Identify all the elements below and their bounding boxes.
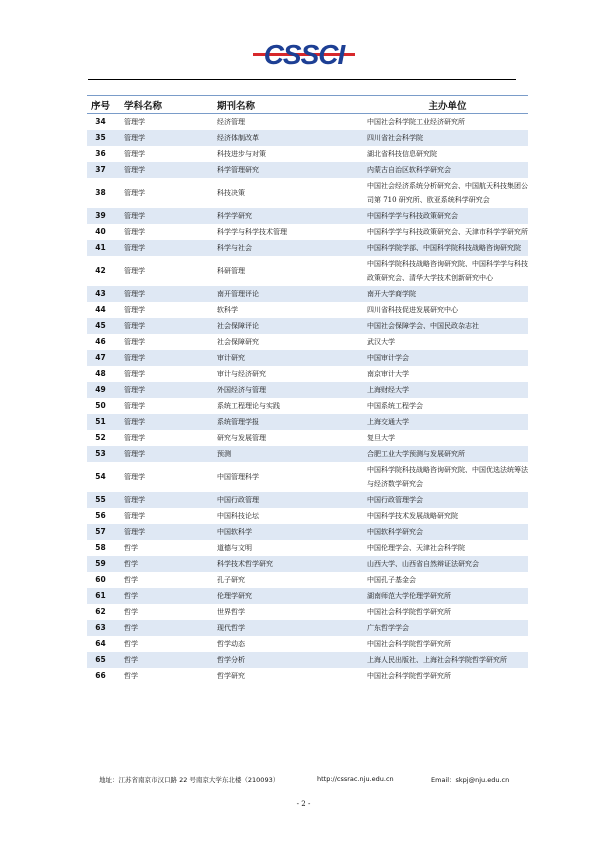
row-no: 35 bbox=[95, 133, 106, 142]
row-journal: 社会保障评论 bbox=[217, 322, 259, 330]
row-subject: 管理学 bbox=[124, 290, 145, 298]
row-subject: 哲学 bbox=[124, 544, 138, 552]
header-rule bbox=[88, 79, 516, 80]
row-journal: 中国行政管理 bbox=[217, 496, 259, 504]
row-subject: 管理学 bbox=[124, 418, 145, 426]
row-subject: 管理学 bbox=[124, 354, 145, 362]
cssci-logo bbox=[253, 40, 355, 70]
row-subject: 管理学 bbox=[124, 134, 145, 142]
row-subject: 管理学 bbox=[124, 306, 145, 314]
table-row bbox=[87, 318, 528, 334]
table-row bbox=[87, 224, 528, 240]
row-subject: 管理学 bbox=[124, 267, 145, 275]
table-row bbox=[87, 162, 528, 178]
row-subject: 管理学 bbox=[124, 496, 145, 504]
row-org: 武汉大学 bbox=[367, 338, 395, 346]
row-no: 44 bbox=[95, 305, 106, 314]
row-no: 54 bbox=[95, 472, 106, 481]
row-org: 南开大学商学院 bbox=[367, 290, 416, 298]
row-journal: 中国软科学 bbox=[217, 528, 252, 536]
row-no: 63 bbox=[95, 623, 106, 632]
row-subject: 管理学 bbox=[124, 228, 145, 236]
row-journal: 中国管理科学 bbox=[217, 473, 259, 481]
row-no: 43 bbox=[95, 289, 106, 298]
table-row bbox=[87, 620, 528, 636]
row-no: 50 bbox=[95, 401, 106, 410]
row-subject: 管理学 bbox=[124, 322, 145, 330]
row-no: 39 bbox=[95, 211, 106, 220]
table-row bbox=[87, 446, 528, 462]
row-subject: 管理学 bbox=[124, 473, 145, 481]
table-row bbox=[87, 540, 528, 556]
svg-text:CSSCI: CSSCI bbox=[263, 40, 345, 70]
row-subject: 管理学 bbox=[124, 434, 145, 442]
row-subject: 管理学 bbox=[124, 212, 145, 220]
row-subject: 哲学 bbox=[124, 592, 138, 600]
row-org: 上海财经大学 bbox=[367, 386, 409, 394]
table-row bbox=[87, 256, 528, 286]
row-org: 合肥工业大学预测与发展研究所 bbox=[367, 450, 465, 458]
row-org: 四川省科技促进发展研究中心 bbox=[367, 306, 458, 314]
row-subject: 哲学 bbox=[124, 624, 138, 632]
row-journal: 系统管理学报 bbox=[217, 418, 259, 426]
row-no: 55 bbox=[95, 495, 106, 504]
row-org: 内蒙古自治区软科学研究会 bbox=[367, 166, 451, 174]
table-row bbox=[87, 146, 528, 162]
col-header-subject: 学科名称 bbox=[124, 100, 163, 112]
row-no: 34 bbox=[95, 117, 106, 126]
table-row bbox=[87, 382, 528, 398]
row-no: 59 bbox=[95, 559, 106, 568]
row-no: 42 bbox=[95, 266, 106, 275]
row-subject: 管理学 bbox=[124, 386, 145, 394]
row-org: 中国软科学研究会 bbox=[367, 528, 423, 536]
table-row bbox=[87, 398, 528, 414]
row-subject: 管理学 bbox=[124, 244, 145, 252]
row-journal: 孔子研究 bbox=[217, 576, 245, 584]
row-subject: 管理学 bbox=[124, 338, 145, 346]
table-row bbox=[87, 302, 528, 318]
row-no: 41 bbox=[95, 243, 106, 252]
row-no: 46 bbox=[95, 337, 106, 346]
row-journal: 科技决策 bbox=[217, 189, 245, 197]
row-subject: 管理学 bbox=[124, 528, 145, 536]
row-journal: 系统工程理论与实践 bbox=[217, 402, 280, 410]
row-no: 57 bbox=[95, 527, 106, 536]
row-org: 南京审计大学 bbox=[367, 370, 409, 378]
row-journal: 伦理学研究 bbox=[217, 592, 252, 600]
row-org: 四川省社会科学院 bbox=[367, 134, 423, 142]
row-org: 湖北省科技信息研究院 bbox=[367, 150, 437, 158]
row-no: 61 bbox=[95, 591, 106, 600]
table-row bbox=[87, 604, 528, 620]
row-journal: 经济体制改革 bbox=[217, 134, 259, 142]
row-journal: 科学学研究 bbox=[217, 212, 252, 220]
row-journal: 社会保障研究 bbox=[217, 338, 259, 346]
row-no: 62 bbox=[95, 607, 106, 616]
row-journal: 科技进步与对策 bbox=[217, 150, 266, 158]
row-org: 中国社会经济系统分析研究会、中国航天科技集团公司第 710 研究所、欧亚系统科学研究会 bbox=[367, 182, 528, 204]
row-no: 60 bbox=[95, 575, 106, 584]
row-org: 中国审计学会 bbox=[367, 354, 409, 362]
row-no: 48 bbox=[95, 369, 106, 378]
journal-table bbox=[87, 95, 528, 684]
row-journal: 软科学 bbox=[217, 306, 238, 314]
row-org: 中国科学技术发展战略研究院 bbox=[367, 512, 458, 520]
table-row bbox=[87, 524, 528, 540]
table-header-row bbox=[87, 96, 528, 114]
row-no: 36 bbox=[95, 149, 106, 158]
row-no: 66 bbox=[95, 671, 106, 680]
table-row bbox=[87, 286, 528, 302]
row-subject: 管理学 bbox=[124, 512, 145, 520]
table-row bbox=[87, 462, 528, 492]
row-journal: 南开管理评论 bbox=[217, 290, 259, 298]
table-row bbox=[87, 414, 528, 430]
row-org: 广东哲学学会 bbox=[367, 624, 409, 632]
table-row bbox=[87, 652, 528, 668]
row-no: 53 bbox=[95, 449, 106, 458]
table-row bbox=[87, 556, 528, 572]
footer-url[interactable]: http://cssrac.nju.edu.cn bbox=[317, 775, 394, 783]
row-journal: 科学管理研究 bbox=[217, 166, 259, 174]
table-row bbox=[87, 636, 528, 652]
table-row bbox=[87, 350, 528, 366]
table-row bbox=[87, 178, 528, 208]
row-subject: 管理学 bbox=[124, 450, 145, 458]
row-org: 中国孔子基金会 bbox=[367, 576, 416, 584]
table-row bbox=[87, 208, 528, 224]
row-subject: 管理学 bbox=[124, 118, 145, 126]
row-no: 49 bbox=[95, 385, 106, 394]
row-journal: 哲学动态 bbox=[217, 640, 245, 648]
row-org: 湖南师范大学伦理学研究所 bbox=[367, 592, 451, 600]
col-header-no: 序号 bbox=[90, 100, 110, 112]
row-journal: 中国科技论坛 bbox=[217, 512, 259, 520]
row-subject: 管理学 bbox=[124, 189, 145, 197]
row-journal: 科研管理 bbox=[217, 267, 245, 275]
row-journal: 研究与发展管理 bbox=[217, 434, 266, 442]
row-no: 45 bbox=[95, 321, 106, 330]
row-journal: 预测 bbox=[217, 450, 231, 458]
row-no: 37 bbox=[95, 165, 106, 174]
row-journal: 道德与文明 bbox=[217, 544, 252, 552]
row-journal: 世界哲学 bbox=[217, 608, 245, 616]
row-org: 中国系统工程学会 bbox=[367, 402, 423, 410]
row-no: 52 bbox=[95, 433, 106, 442]
row-org: 中国科学院科技战略咨询研究院、中国优选法统筹法与经济数学研究会 bbox=[367, 466, 528, 488]
row-org: 中国伦理学会、天津社会科学院 bbox=[367, 544, 465, 552]
row-subject: 哲学 bbox=[124, 656, 138, 664]
row-org: 复旦大学 bbox=[367, 434, 395, 442]
footer-email[interactable]: Email：skpj@nju.edu.cn bbox=[431, 776, 510, 784]
row-org: 中国社会科学院哲学研究所 bbox=[367, 672, 451, 680]
row-subject: 管理学 bbox=[124, 150, 145, 158]
table-row bbox=[87, 668, 528, 684]
table-row bbox=[87, 588, 528, 604]
row-no: 47 bbox=[95, 353, 106, 362]
row-org: 上海交通大学 bbox=[367, 418, 409, 426]
row-no: 38 bbox=[95, 188, 106, 197]
row-subject: 哲学 bbox=[124, 560, 138, 568]
row-org: 中国科学院学部、中国科学院科技战略咨询研究院 bbox=[367, 244, 521, 252]
row-org: 中国社会科学院哲学研究所 bbox=[367, 640, 451, 648]
row-journal: 哲学分析 bbox=[217, 656, 245, 664]
row-journal: 经济管理 bbox=[217, 118, 245, 126]
table-row bbox=[87, 572, 528, 588]
row-journal: 审计与经济研究 bbox=[217, 370, 266, 378]
table-row bbox=[87, 240, 528, 256]
row-subject: 哲学 bbox=[124, 576, 138, 584]
col-header-journal: 期刊名称 bbox=[217, 100, 256, 112]
row-org: 中国科学院科技战略咨询研究院、中国科学学与科技政策研究会、清华大学技术创新研究中心 bbox=[367, 260, 528, 282]
row-org: 中国科学学与科技政策研究会 bbox=[367, 212, 458, 220]
page-number: - 2 - bbox=[296, 800, 311, 808]
row-subject: 管理学 bbox=[124, 402, 145, 410]
row-org: 中国行政管理学会 bbox=[367, 496, 423, 504]
table-row bbox=[87, 492, 528, 508]
table-row bbox=[87, 508, 528, 524]
table-row bbox=[87, 366, 528, 382]
row-no: 56 bbox=[95, 511, 106, 520]
row-subject: 哲学 bbox=[124, 672, 138, 680]
row-subject: 哲学 bbox=[124, 640, 138, 648]
table-row bbox=[87, 430, 528, 446]
row-org: 上海人民出版社、上海社会科学院哲学研究所 bbox=[367, 656, 507, 664]
col-header-org: 主办单位 bbox=[428, 100, 467, 112]
row-org: 山西大学、山西省自然辩证法研究会 bbox=[367, 560, 479, 568]
table-row bbox=[87, 334, 528, 350]
row-journal: 哲学研究 bbox=[217, 672, 245, 680]
row-subject: 管理学 bbox=[124, 370, 145, 378]
row-journal: 外国经济与管理 bbox=[217, 386, 266, 394]
row-org: 中国社会科学院工业经济研究所 bbox=[367, 118, 465, 126]
row-no: 40 bbox=[95, 227, 106, 236]
row-org: 中国科学学与科技政策研究会、天津市科学学研究所 bbox=[367, 228, 528, 236]
row-journal: 科学技术哲学研究 bbox=[217, 560, 273, 568]
row-no: 51 bbox=[95, 417, 106, 426]
row-no: 58 bbox=[95, 543, 106, 552]
row-subject: 哲学 bbox=[124, 608, 138, 616]
row-subject: 管理学 bbox=[124, 166, 145, 174]
row-org: 中国社会保障学会、中国民政杂志社 bbox=[367, 322, 479, 330]
row-no: 65 bbox=[95, 655, 106, 664]
row-journal: 科学与社会 bbox=[217, 244, 252, 252]
table-row bbox=[87, 114, 528, 131]
table-row bbox=[87, 130, 528, 146]
row-journal: 科学学与科学技术管理 bbox=[217, 228, 287, 236]
row-journal: 审计研究 bbox=[217, 354, 245, 362]
row-journal: 现代哲学 bbox=[217, 624, 245, 632]
footer-address: 地址：江苏省南京市汉口路 22 号南京大学东北楼（210093） bbox=[99, 776, 280, 784]
row-org: 中国社会科学院哲学研究所 bbox=[367, 608, 451, 616]
row-no: 64 bbox=[95, 639, 106, 648]
